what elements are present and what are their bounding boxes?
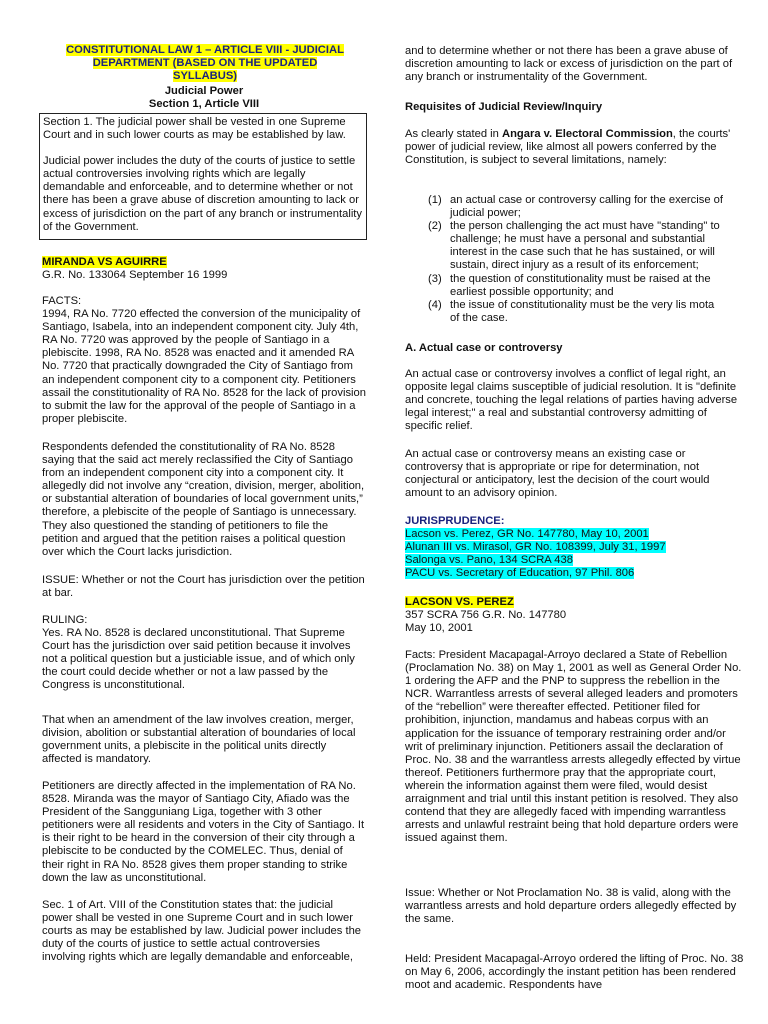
lacson-held: Held: President Macapagal-Arroyo ordered the lifting of Proc. No. 38 on May 6, 2006, accordingly the instant petition has been rendered moot and academic. Respondents have <box>405 953 744 992</box>
issue-paragraph: ISSUE: Whether or not the Court has jurisdiction over the petition at bar. <box>42 574 365 600</box>
jurisprudence-item: Salonga vs. Pano, 134 SCRA 438 <box>405 554 573 567</box>
jurisprudence-item: Alunan III vs. Mirasol, GR No. 108399, July 31, 1997 <box>405 541 666 554</box>
jurisprudence-heading: JURISPRUDENCE: <box>405 515 505 527</box>
jurisprudence-item: PACU vs. Secretary of Education, 97 Phil. 806 <box>405 567 635 580</box>
ruling-text: Yes. RA No. 8528 is declared unconstitutional. That Supreme Court has the jurisdiction over said petition because it involves not a political question but a justiciable issue, and of which only the court could decide whether or not a law passed by the Congress is unconstitutional. <box>42 627 355 692</box>
jurisprudence-item: Lacson vs. Perez, GR No. 147780, May 10, 2001 <box>405 528 649 541</box>
section-para-2: Judicial power includes the duty of the courts of justice to settle actual controversies involving rights which are legally demandable and enforceable, and to determine whether or not there has been a grave abuse of discretion amounting to lack or excess of jurisdiction on the part of any branch or instrumentality of the Government. <box>43 155 363 233</box>
miranda-facts <box>42 295 366 426</box>
requisites-list <box>405 194 723 325</box>
lacson-citation: 357 SCRA 756 G.R. No. 147780 <box>405 609 567 622</box>
angara-pre: As clearly stated in <box>405 128 503 140</box>
angara-paragraph <box>405 128 745 167</box>
case-title-miranda: MIRANDA VS AGUIRRE <box>42 256 167 268</box>
lacson-issue: Issue: Whether or Not Proclamation No. 38 is valid, along with the warrantless arrests and hold departure orders allegedly effected by the same. <box>405 887 737 926</box>
facts-text: 1994, RA No. 7720 effected the conversion of the municipality of Santiago, Isabela, into an independent component city. July 4th, RA No. 7720 was approved by the people of Santiago in a plebiscite. 1998, RA No. 8528 was enacted and it amended RA No. 7720 that practically downgraded the City of Santiago from an independent component city to a component city. Petitioners assail the constitutionality of RA No. 8528 for the lack of provision to submit the law for the approval of the people of Santiago in a proper plebiscite. <box>42 308 366 425</box>
section-text-box <box>39 113 367 240</box>
title-line-1: CONSTITUTIONAL LAW 1 – ARTICLE VIII - JUDICIAL <box>66 44 344 56</box>
list-item: (2) the person challenging the act must have "standing" to challenge; he must have a personal and substantial interest in the case such that he has sustained, or will sustain, direct injury as a result of its enforcement; <box>428 220 720 272</box>
facts-label: FACTS: <box>42 295 82 307</box>
amendment-paragraph: That when an amendment of the law involves creation, merger, division, abolition or substantial alteration of boundaries of local government units, a plebiscite in the political units directly affected is mandatory. <box>42 714 356 766</box>
sec1-paragraph: Sec. 1 of Art. VIII of the Constitution states that: the judicial power shall be vested in one Supreme Court and in such lower courts as may be established by law. Judicial power includes the duty of the courts of justice to settle actual controversies involving rights which are legally demandable and enforceable, <box>42 899 362 964</box>
section-heading: Section 1, Article VIII <box>148 98 260 111</box>
petitioners-paragraph: Petitioners are directly affected in the implementation of RA No. 8528. Miranda was the mayor of Santiago City, Afiado was the President of the Sangguniang Liga, together with 3 other petitioners were all residents and voters in the City of Santiago. It is their right to be heard in the conversion of their city through a plebiscite to be conducted by the COMELEC. Thus, denial of their right in RA No. 8528 gives them proper standing to strike down the law as unconstitutional. <box>42 780 365 884</box>
section-para-1: Section 1. The judicial power shall be vested in one Supreme Court and in such lower courts as may be established by law. <box>43 116 346 142</box>
miranda-case <box>42 256 366 282</box>
section-heading-block <box>42 85 366 111</box>
requisites-heading: Requisites of Judicial Review/Inquiry <box>405 101 603 113</box>
angara-case-name: Angara v. Electoral Commission <box>502 128 673 140</box>
list-item: (1) an actual case or controversy calling for the exercise of judicial power; <box>428 194 723 220</box>
actual-case-heading: A. Actual case or controversy <box>405 342 563 354</box>
lacson-date: May 10, 2001 <box>405 622 473 635</box>
angara-post: , the courts' power of judicial review, like almost all powers conferred by the Constitution, is subject to several limitations, namely: <box>405 128 731 167</box>
list-item: (3) the question of constitutionality must be raised at the earliest possible opportunity; and <box>428 272 711 298</box>
document-title <box>62 44 348 83</box>
jurisprudence-block <box>405 515 745 580</box>
case-title-lacson: LACSON VS. PEREZ <box>405 596 514 608</box>
ruling-block <box>42 614 366 693</box>
continuation-paragraph: and to determine whether or not there has been a grave abuse of discretion amounting to lack or excess of jurisdiction on the part of any branch or instrumentality of the Government. <box>405 45 733 84</box>
actual-case-paragraph-1: An actual case or controversy involves a conflict of legal right, an opposite legal claims susceptible of judicial resolution. It is "definite and concrete, touching the legal relations of parties having adverse legal interest;" a real and substantial controversy admitting of specific relief. <box>405 368 738 433</box>
respondents-paragraph: Respondents defended the constitutionality of RA No. 8528 saying that the said act merely reclassified the City of Santiago from an independent component city into a component city. It allegedly did not involve any “creation, division, merger, abolition, or substantial alteration of boundaries of local government units,” therefore, a plebiscite of the people of Santiago is unnecessary. They also questioned the standing of petitioners to file the petition and argued that the petition raises a political question over which the Court lacks jurisdiction. <box>42 441 365 558</box>
actual-case-paragraph-2: An actual case or controversy means an existing case or controversy that is appropriate or ripe for determination, not conjectural or anticipatory, lest the decision of the court would amount to an advisory opinion. <box>405 448 710 500</box>
title-line-2: DEPARTMENT (BASED ON THE UPDATED SYLLABUS) <box>92 57 318 83</box>
list-item: (4) the issue of constitutionality must be the very lis mota of the case. <box>428 298 715 324</box>
judicial-power-heading: Judicial Power <box>164 85 244 97</box>
lacson-facts: Facts: President Macapagal-Arroyo declared a State of Rebellion (Proclamation No. 38) on May 1, 2001 as well as General Order No. 1 ordering the AFP and the PNP to suppress the rebellion in the NCR. Warrantless arrests of several alleged leaders and promoters of the “rebellion” were thereafter effected. Petitioner filed for prohibition, injunction, mandamus and habeas corpus with an application for the issuance of temporary restraining order and/or writ of preliminary injunction. Petitioners assail the declaration of Proc. No. 38 and the warrantless arrests allegedly effected by virtue thereof. Petitioners furthermore pray that the appropriate court, wherein the information against them were filed, would desist arraignment and trial until this instant petition is resolved. They also contend that they are allegedly faced with impending warrantless arrests and unlawful restraint being that hold departure orders were issued against them. <box>405 649 742 845</box>
ruling-label: RULING: <box>42 614 88 626</box>
miranda-gr: G.R. No. 133064 September 16 1999 <box>42 269 228 282</box>
lacson-case-header <box>405 596 745 635</box>
